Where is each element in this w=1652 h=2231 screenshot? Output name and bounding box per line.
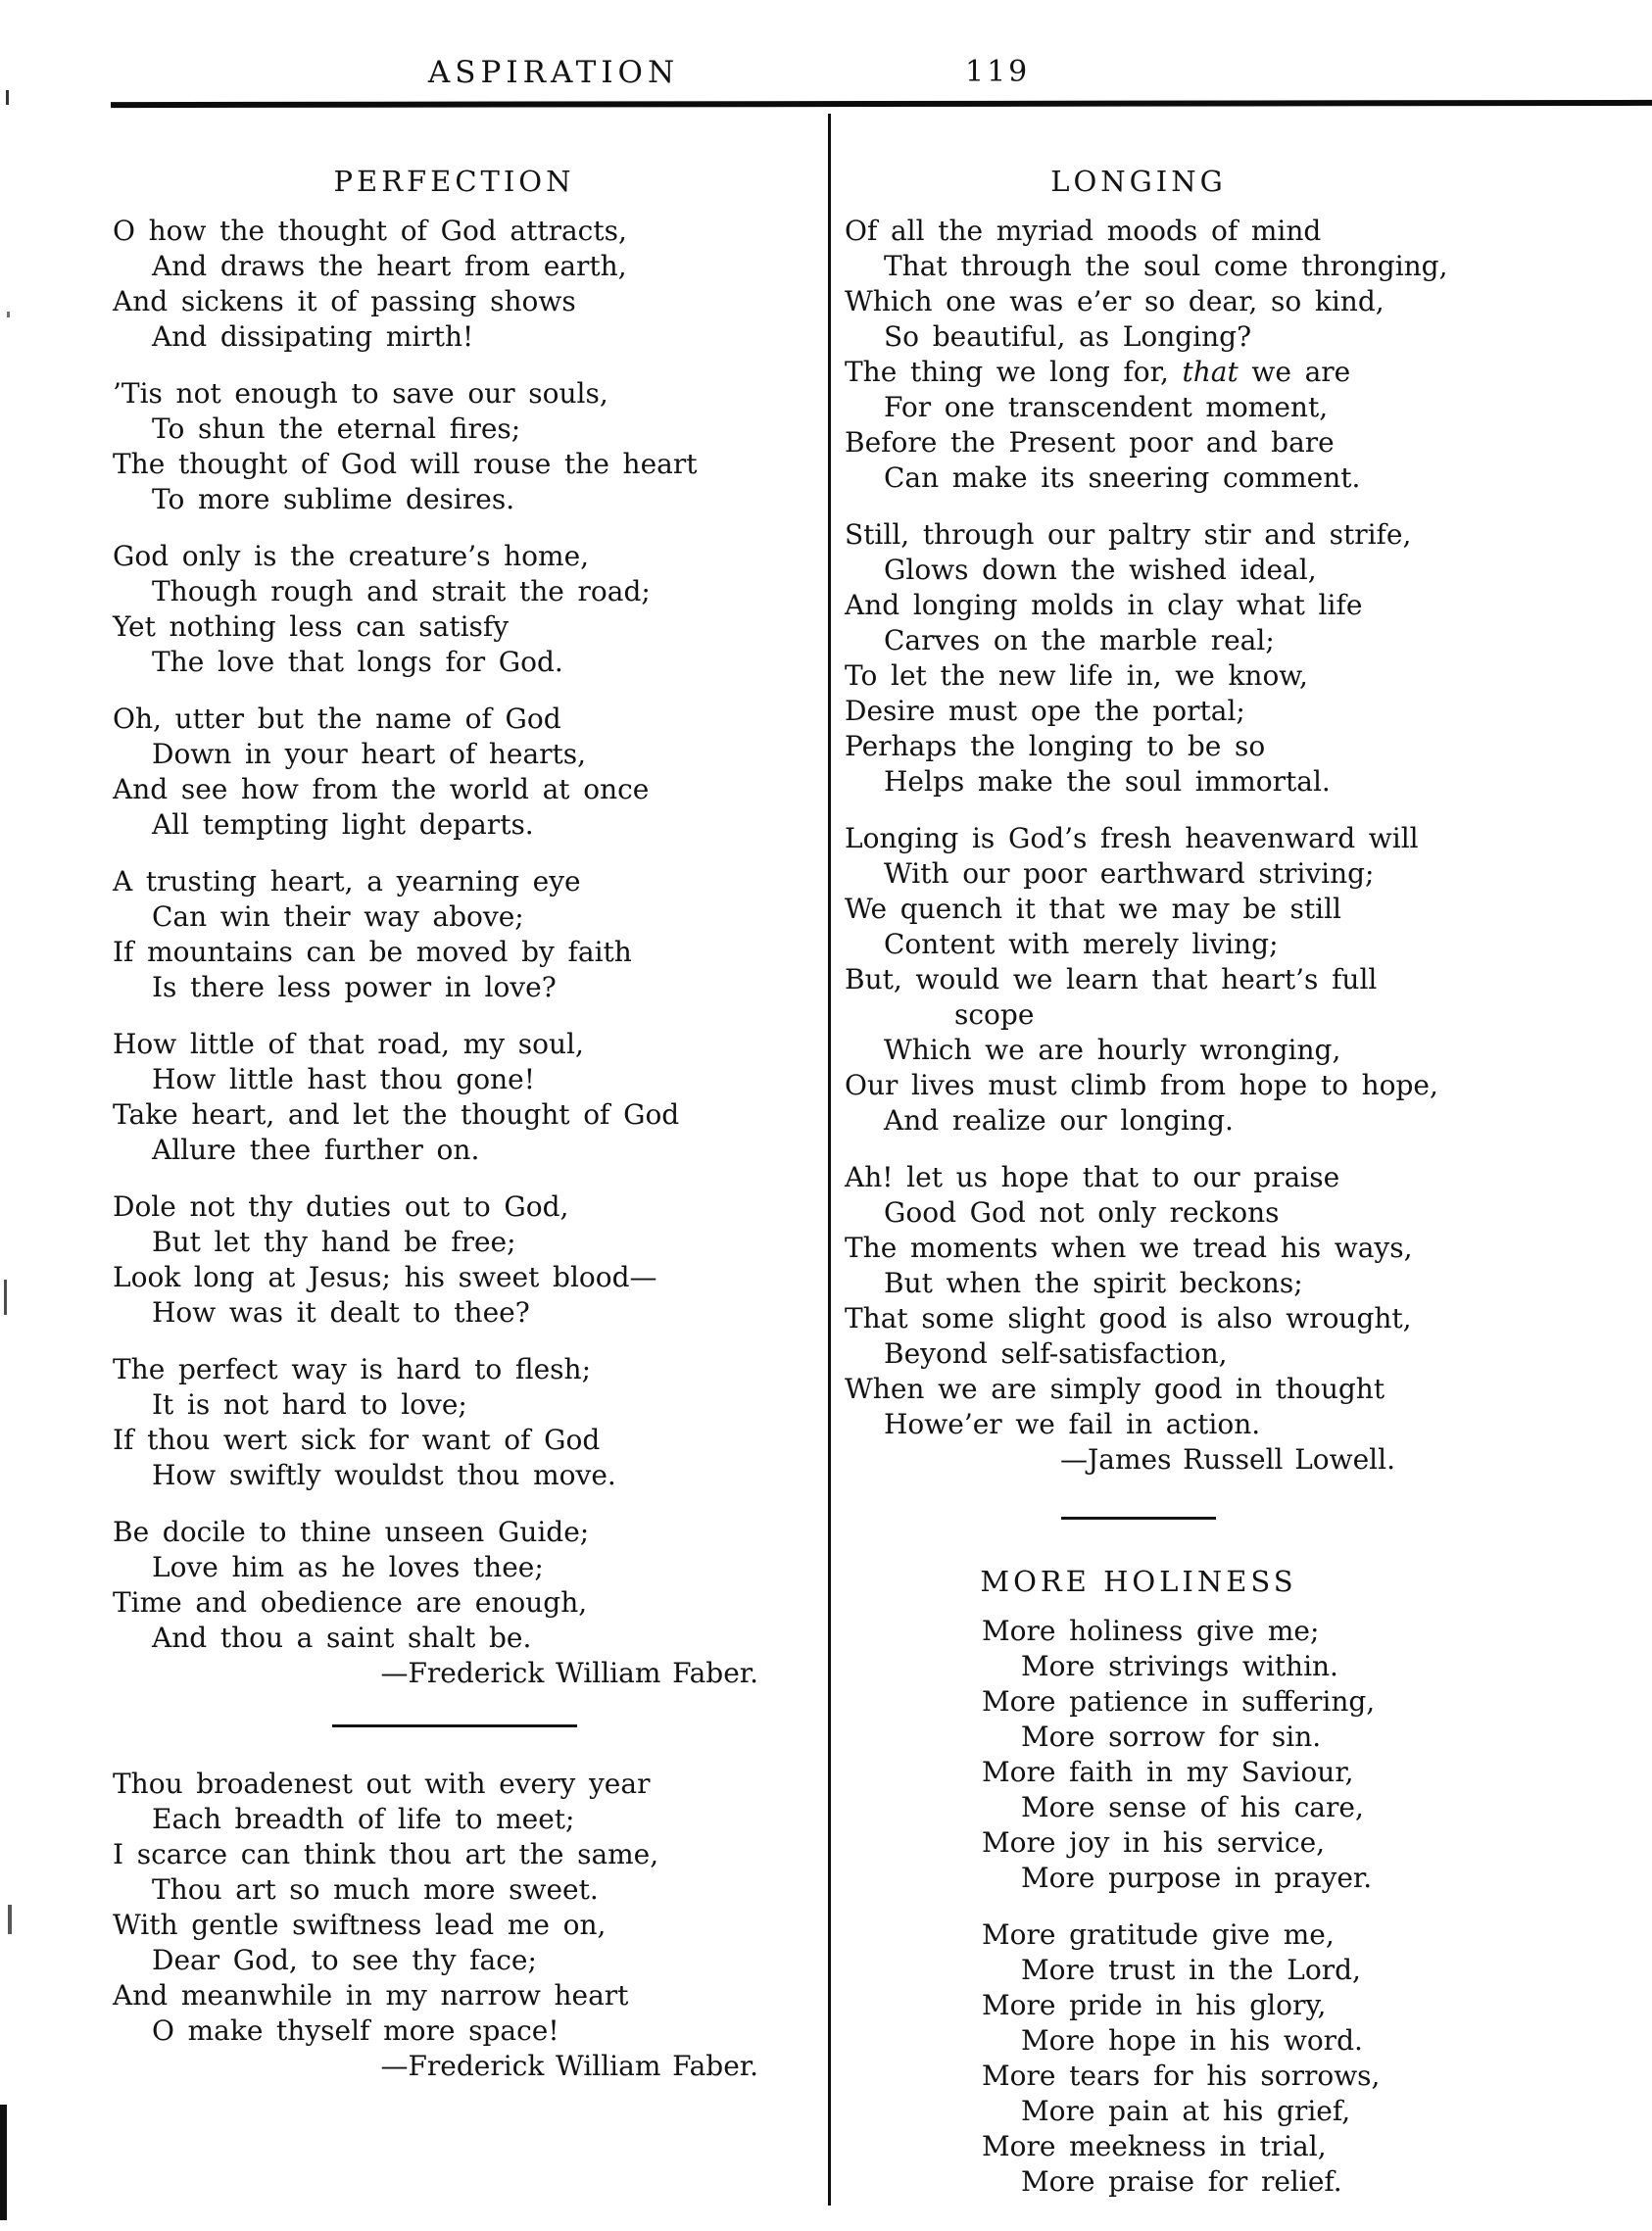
stanza — [113, 539, 796, 680]
poem-line: Our lives must climb from hope to hope, — [845, 1069, 1438, 1101]
stanza — [845, 1160, 1433, 1442]
poem-line: More holiness give me; — [982, 1615, 1320, 1647]
scan-artifact — [6, 90, 9, 105]
poem-line: A trusting heart, a yearning eye — [113, 865, 581, 897]
poem-line: Love him as he loves thee; — [152, 1551, 544, 1583]
poem-line: Good God not only reckons — [884, 1196, 1280, 1229]
poem-line: Though rough and strait the road; — [152, 575, 651, 607]
poem-line: But when the spirit beckons; — [884, 1267, 1303, 1299]
poem-attribution: —Frederick William Faber. — [380, 2050, 758, 2082]
poem-line: And dissipating mirth! — [152, 320, 474, 353]
poem-line: Thou art so much more sweet. — [152, 1873, 599, 1906]
poem-line: Glows down the wished ideal, — [884, 554, 1317, 586]
poem-line: That through the soul come thronging, — [884, 250, 1448, 282]
poem-line: Helps make the soul immortal. — [884, 765, 1331, 798]
poem-line: More sorrow for sin. — [1021, 1721, 1322, 1753]
poem-line: ’Tis not enough to save our souls, — [113, 377, 608, 410]
poem-line: Thou broadenest out with every year — [113, 1768, 651, 1800]
poem-line: We quench it that we may be still — [845, 893, 1341, 925]
poem-line: More gratitude give me, — [982, 1918, 1335, 1951]
poem-line: Allure thee further on. — [152, 1134, 480, 1166]
poem-line: Which one was e’er so dear, so kind, — [845, 285, 1385, 317]
poem-line: Ah! let us hope that to our praise — [845, 1161, 1340, 1193]
poem-line: And draws the heart from earth, — [152, 250, 627, 282]
column-right — [845, 165, 1448, 2200]
poem-line: To shun the eternal fires; — [152, 412, 521, 445]
stanza — [845, 214, 1448, 496]
poem-line: The thing we long for, that we are — [845, 356, 1351, 388]
poem-line: For one transcendent moment, — [884, 391, 1329, 423]
poem-title: MORE HOLINESS — [980, 1565, 1297, 1598]
poem-line: Content with merely living; — [884, 928, 1279, 960]
poem-line: O make thyself more space! — [152, 2014, 559, 2047]
poem-line: More hope in his word. — [1021, 2024, 1363, 2057]
stanza — [845, 517, 1433, 800]
poem-line: When we are simply good in thought — [845, 1373, 1385, 1405]
poem-line: More faith in my Saviour, — [982, 1756, 1354, 1788]
poem-line: Before the Present poor and bare — [845, 426, 1335, 459]
stanza — [113, 1515, 796, 1656]
poem-line: How was it dealt to thee? — [152, 1296, 530, 1329]
poem — [845, 1565, 1433, 2200]
poem-line: The love that longs for God. — [152, 646, 563, 678]
poem-line: Still, through our paltry stir and strife, — [845, 518, 1412, 551]
poem — [113, 1767, 796, 2084]
scan-artifact — [8, 1905, 12, 1934]
poem-line: More pain at his grief, — [1021, 2095, 1351, 2127]
poem-line: More tears for his sorrows, — [982, 2060, 1381, 2092]
poem-line: If mountains can be moved by faith — [113, 936, 632, 968]
section-divider — [332, 1724, 577, 1727]
poem-line: How little of that road, my soul, — [113, 1028, 584, 1060]
poem-line: God only is the creature’s home, — [113, 540, 590, 572]
poem-line: Oh, utter but the name of God — [113, 703, 561, 735]
scan-artifact — [4, 1280, 7, 1315]
poem-line: The thought of God will rouse the heart — [113, 448, 698, 480]
poem-line: Dear God, to see thy face; — [152, 1944, 537, 1976]
poem-line: And see how from the world at once — [113, 773, 650, 805]
poem-line: Of all the myriad moods of mind — [845, 215, 1322, 247]
stanza — [845, 1614, 1433, 1896]
stanza — [845, 821, 1438, 1139]
poem-line: It is not hard to love; — [152, 1388, 467, 1421]
stanza — [113, 1767, 796, 2049]
poem-line: More pride in his glory, — [982, 1989, 1327, 2021]
stanza — [113, 864, 796, 1005]
stanza — [845, 1917, 1433, 2200]
poem-title: LONGING — [1050, 165, 1227, 198]
column-divider-line — [828, 114, 831, 2206]
poem-line: With our poor earthward striving; — [884, 857, 1375, 890]
stanza — [113, 376, 796, 517]
poem-line: More meekness in trial, — [982, 2130, 1327, 2162]
poem-line: With gentle swiftness lead me on, — [113, 1909, 607, 1941]
poem-line: More joy in his service, — [982, 1826, 1326, 1859]
poem-line: More strivings within. — [1021, 1650, 1338, 1682]
poem-line: But let thy hand be free; — [152, 1226, 516, 1258]
page-number: 119 — [965, 55, 1031, 89]
stanza — [113, 214, 796, 355]
poem-line: Desire must ope the portal; — [845, 695, 1245, 727]
poem-line: The perfect way is hard to flesh; — [113, 1353, 592, 1385]
poem-line: How little hast thou gone! — [152, 1063, 535, 1095]
running-head: ASPIRATION — [427, 55, 680, 90]
poem-line: To let the new life in, we know, — [845, 659, 1308, 692]
poem-line: More trust in the Lord, — [1021, 1954, 1361, 1986]
poem-line: If thou wert sick for want of God — [113, 1424, 601, 1456]
poem-line: Can make its sneering comment. — [884, 461, 1361, 494]
scan-artifact — [7, 312, 10, 317]
poem-line: More sense of his care, — [1021, 1791, 1364, 1823]
poem-line: And sickens it of passing shows — [113, 285, 576, 317]
poem — [113, 165, 796, 1691]
poem-line: More purpose in prayer. — [1021, 1862, 1373, 1894]
poem-line: To more sublime desires. — [152, 483, 515, 515]
poem-line: Is there less power in love? — [152, 971, 557, 1003]
poem-line: The moments when we tread his ways, — [845, 1232, 1413, 1264]
poem-line: How swiftly wouldst thou move. — [152, 1459, 616, 1491]
poem-line: Carves on the marble real; — [884, 624, 1275, 656]
poem-line: Howe’er we fail in action. — [884, 1408, 1261, 1440]
poem-line: And meanwhile in my narrow heart — [113, 1979, 629, 2012]
poem-line: Be docile to thine unseen Guide; — [113, 1516, 590, 1548]
poem-line: All tempting light departs. — [152, 808, 534, 841]
poem-line: Dole not thy duties out to God, — [113, 1190, 569, 1223]
poem-line: Longing is God’s fresh heavenward will — [845, 822, 1419, 854]
poem-line: Look long at Jesus; his sweet blood— — [113, 1261, 657, 1293]
stanza — [113, 702, 796, 843]
poem-line: More praise for relief. — [1021, 2165, 1342, 2198]
poem-line: Down in your heart of hearts, — [152, 738, 587, 770]
section-divider — [1061, 1517, 1216, 1520]
poem-line: Can win their way above; — [152, 900, 524, 933]
poem-attribution: —Frederick William Faber. — [380, 1657, 758, 1689]
poem-line: Time and obedience are enough, — [113, 1586, 588, 1619]
poem-line: More patience in suffering, — [982, 1685, 1376, 1718]
poem-line: scope — [954, 998, 1035, 1031]
poem-line: Take heart, and let the thought of God — [113, 1098, 680, 1131]
header-rule — [111, 100, 1652, 108]
poem-line: And longing molds in clay what life — [845, 589, 1363, 621]
stanza — [113, 1352, 796, 1493]
poem-line: That some slight good is also wrought, — [845, 1302, 1412, 1334]
poem-line: And realize our longing. — [884, 1104, 1234, 1137]
poem-line: And thou a saint shalt be. — [152, 1622, 532, 1654]
poem-attribution: —James Russell Lowell. — [1060, 1443, 1395, 1476]
poem-line: Which we are hourly wronging, — [884, 1034, 1341, 1066]
poem-title: PERFECTION — [333, 165, 575, 198]
stanza — [113, 1027, 796, 1168]
stanza — [113, 1189, 796, 1331]
poem-line: Yet nothing less can satisfy — [113, 610, 510, 643]
poem-line: Perhaps the longing to be so — [845, 730, 1266, 762]
scan-artifact — [0, 2105, 7, 2220]
poem-line: So beautiful, as Longing? — [884, 320, 1252, 353]
poem-line: Each breadth of life to meet; — [152, 1803, 575, 1835]
column-left — [113, 165, 796, 2084]
poem-line: But, would we learn that heart’s full — [845, 963, 1378, 995]
poem-line: Beyond self-satisfaction, — [884, 1337, 1228, 1370]
poem-line: I scarce can think thou art the same, — [113, 1838, 659, 1870]
poem-line: O how the thought of God attracts, — [113, 215, 627, 247]
poem — [845, 165, 1448, 1478]
